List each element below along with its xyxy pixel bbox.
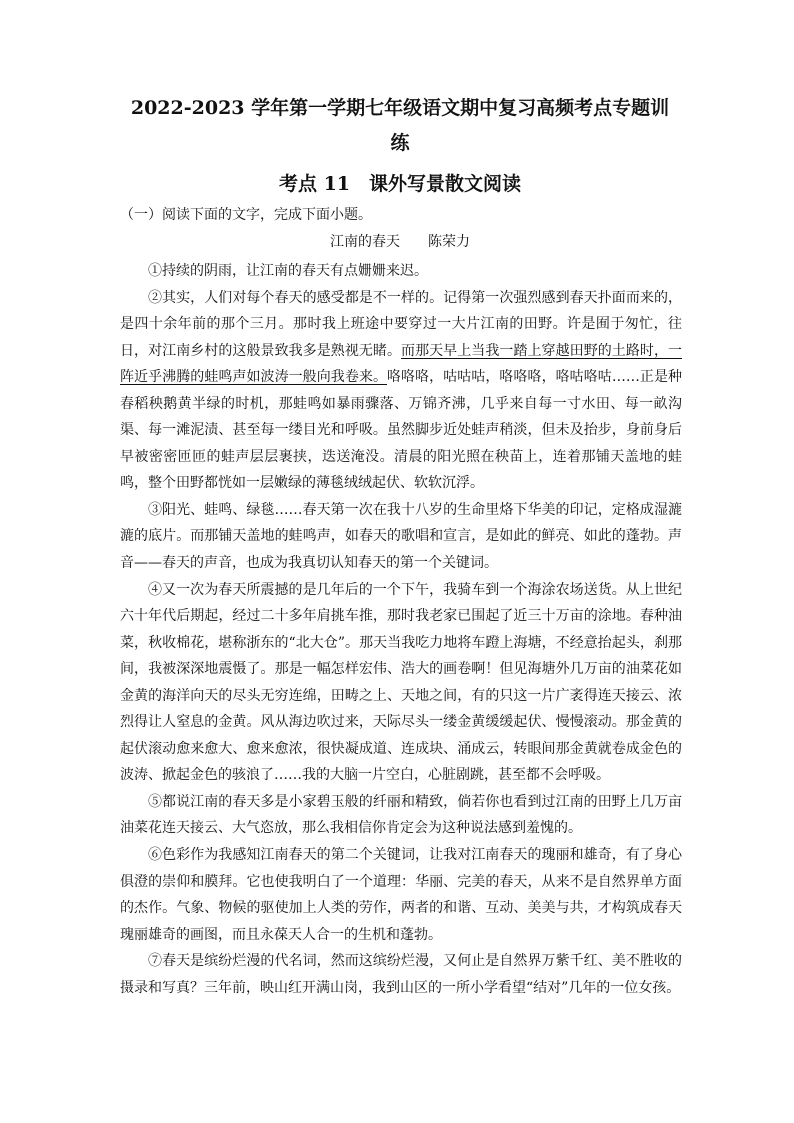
article-title: 江南的春天 [330, 234, 400, 250]
paragraph-2-underlined-sentence: 而那天早上当我一踏上穿越田野的土路时，一阵近乎沸腾的蛙鸣声如波涛一般向我卷来。 [120, 342, 683, 386]
page-title-line-2: 练 [390, 132, 410, 154]
question-intro: （一）阅读下面的文字，完成下面小题。 [120, 207, 372, 223]
paragraph-4: ④又一次为春天所震撼的是几年后的一个下午，我骑车到一个海涂农场送货。从上世纪六十年代后期起，经过二十多年肩挑车推，那时我老家已围起了近三十万亩的涂地。春种油菜，秋收棉花，堪称浙东的“北大仓”。那天当我吃力地将车蹬上海塘，不经意抬起头，刹那间，我被深深地震慑了。那是一幅怎样宏伟、浩大的画卷啊！但见海塘外几万亩的油菜花如金黄的海洋向天的尽头无穷连绵，田畴之上、天地之间，有的只这一片广袤得连天接云、浓烈得让人窒息的金黄。风从海边吹过来，天际尽头一缕金黄缓缓起伏、慢慢滚动。那金黄的起伏滚动愈来愈大、愈来愈浓，很快凝成道、连成块、涌成云，转眼间那金黄就卷成金色的波涛、掀起金色的骇浪了……我的大脑一片空白，心脏剧跳，甚至都不会呼吸。 [120, 581, 682, 784]
paragraph-2-part-2: 咯咯咯，咕咕咕，咯咯咯，咯咕咯咕……正是种春稻秧鹅黄半绿的时机，那蛙鸣如暴雨骤落、万锦齐沸，几乎来自每一寸水田、每一畝沟渠、每一滩泥渍、甚至每一缕目光和呼吸。虽然脚步近处蛙声稍淡，但未及抬步，身前身后早被密密匝匝的蛙声层层裹挟，迭送淹没。清晨的阳光照在秧苗上，连着那铺天盖地的蛙鸣，整个田野都恍如一层嫩绿的薄毯绒绒起伏、软软沉浮。 [120, 369, 682, 492]
paragraph-7: ⑦春天是缤纷烂漫的代名词，然而这缤纷烂漫，又何止是自然界万紫千红、美不胜收的摄录和写真？三年前，映山红开满山岗，我到山区的一所小学看望“结对”几年的一位女孩。 [120, 953, 682, 996]
paragraph-2-part-1: ②其实，人们对每个春天的感受都是不一样的。记得第一次强烈感到春天扑面而来的，是四十余年前的那个三月。那时我上班途中要穿过一大片江南的田野。许是囿于匆忙，往日，对江南乡村的这般景致我多是熟视无睹。 [120, 289, 682, 359]
article-author: 陈荣力 [428, 234, 470, 250]
paragraph-1: ①持续的阴雨，让江南的春天有点姗姗来迟。 [148, 263, 428, 279]
section-subtitle: 考点 11 课外写景散文阅读 [278, 173, 522, 195]
paragraph-6: ⑥色彩作为我感知江南春天的第二个关键词，让我对江南春天的瑰丽和雄奇，有了身心俱澄的崇仰和膜拜。它也使我明白了一个道理：华丽、完美的春天，从来不是自然界单方面的杰作。气象、物候的驱使加上人类的劳作，两者的和谐、互动、美美与共，才构筑成春天瑰丽雄奇的画图，而且永葆天人合一的生机和蓬勃。 [120, 847, 682, 943]
paragraph-5: ⑤都说江南的春天多是小家碧玉般的纤丽和精致，倘若你也看到过江南的田野上几万亩油菜花连天接云、大气恣放，那么我相信你肯定会为这种说法感到羞愧的。 [120, 793, 682, 837]
page-title-line-1: 2022-2023 学年第一学期七年级语文期中复习高频考点专题训 [130, 97, 670, 119]
paragraph-3: ③阳光、蛙鸣、绿毯……春天第一次在我十八岁的生命里烙下华美的印记，定格成湿漉漉的底片。而那铺天盖地的蛙鸣声，如春天的歌唱和宣言，是如此的鲜亮、如此的蓬勃。声音——春天的声音，也成为我真切认知春天的第一个关键词。 [120, 501, 682, 572]
article-heading [120, 233, 680, 251]
paragraph-2 [120, 285, 682, 497]
article-body [120, 258, 682, 1001]
